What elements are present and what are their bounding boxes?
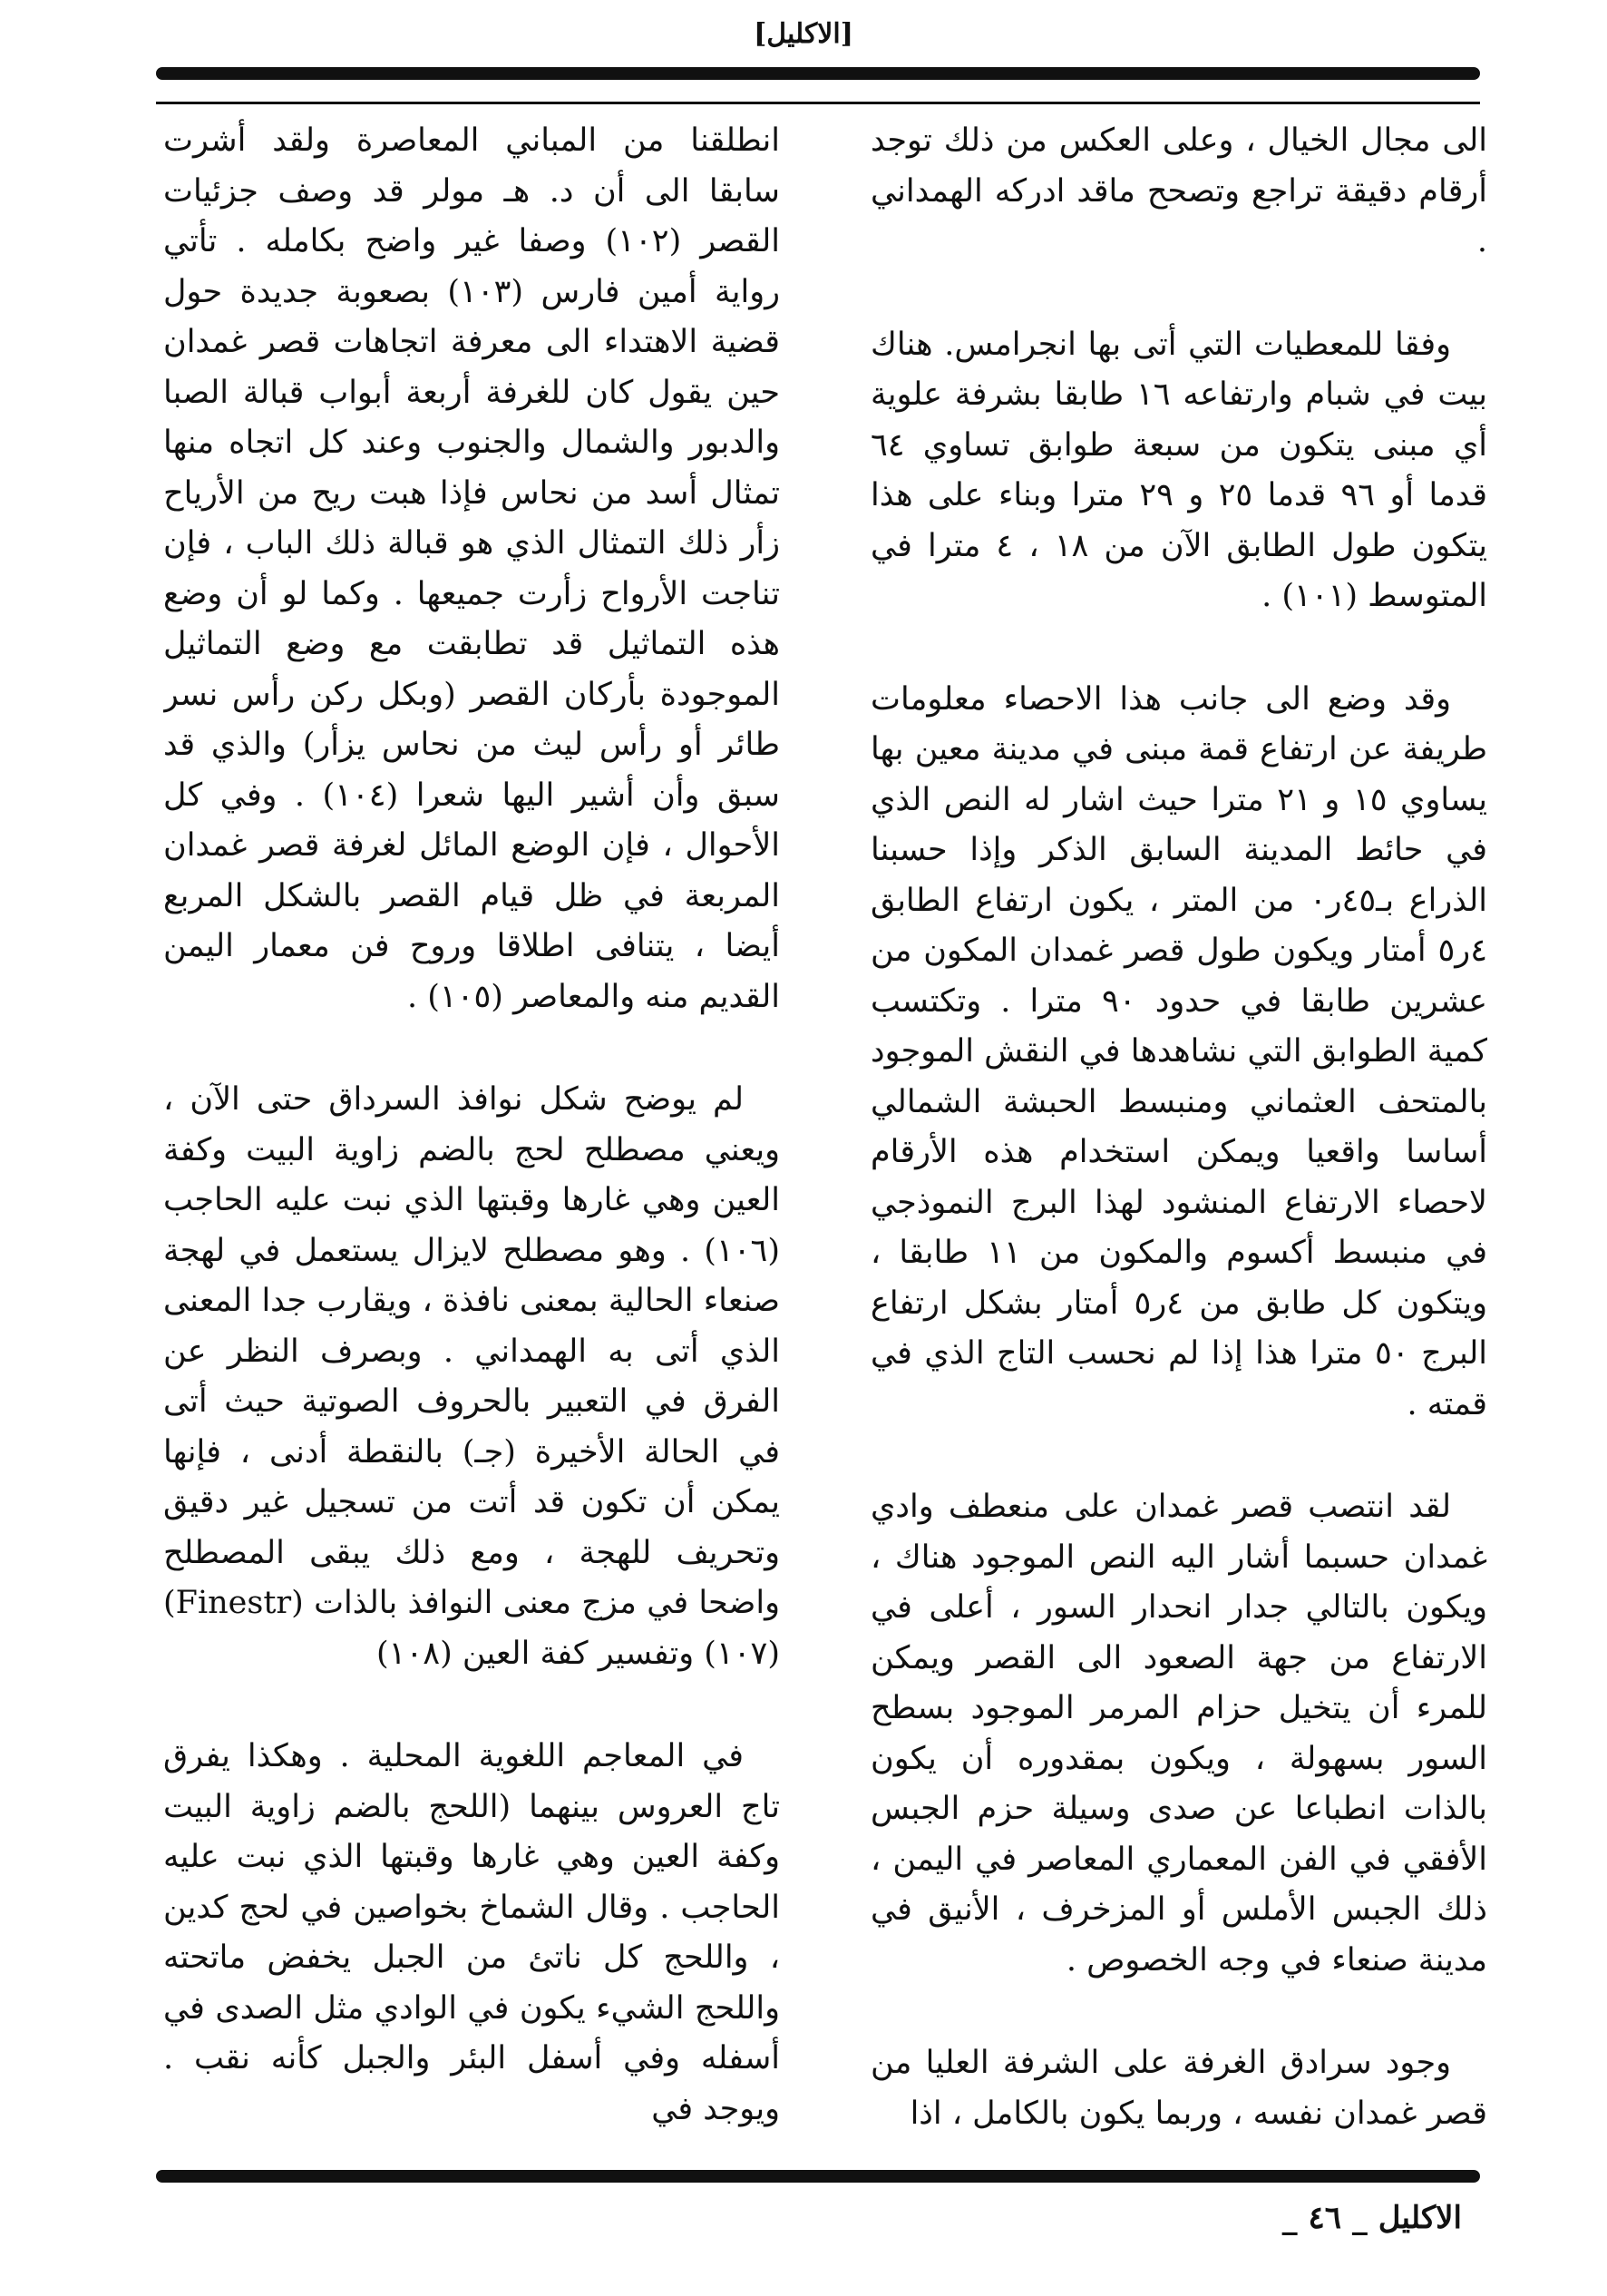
page-header-title: [الاكليل] <box>754 18 853 50</box>
text-column-left <box>163 116 780 2157</box>
paragraph: لم يوضح شكل نوافذ السرداق حتى الآن ، ويعني مصطلح لحج بالضم زاوية البيت وكفة العين وهي غارها وقبتها الذي نبت عليه الحاجب (١٠٦) . وهو مصطلح لايزال يستعمل في لهجة صنعاء الحالية بمعنى نافذة ، ويقارب جدا المعنى الذي أتى به الهمداني . وبصرف النظر عن الفرق في التعبير بالحروف الصوتية حيث أتى في الحالة الأخيرة (جـ) بالنقطة أدنى ، فإنها يمكن أن تكون قد أتت من تسجيل غير دقيق وتحريف للهجة ، ومع ذلك يبقى المصطلح واضحا في مزج معنى النوافذ بالذات (Finestr) (١٠٧) وتفسير كفة العين (١٠٨) <box>163 1081 780 1672</box>
paragraph: وجود سرادق الغرفة على الشرفة العليا من قصر غمدان نفسه ، وربما يكون بالكامل ، اذا <box>871 2045 1487 2132</box>
header-rule <box>156 67 1480 80</box>
paragraph: في المعاجم اللغوية المحلية . وهكذا يفرق تاج العروس بينهما (اللحج بالضم زاوية البيت وكفة العين وهي غارها وقبتها الذي نبت عليه الحاجب . وقال الشماخ بخواصين في لحج كدين ، واللحج كل ناتئ من الجبل يخفض ماتحته واللحج الشيء يكون في الوادي مثل الصدى في أسفله وفي أسفل البئر والجبل كأنه نقب . ويوجد في <box>163 1738 780 2127</box>
footer-rule <box>156 2170 1480 2183</box>
paragraph: وفقا للمعطيات التي أتى بها انجرامس. هناك بيت في شبام وارتفاعه ١٦ طابقا بشرفة علوية أي مبنى يتكون من سبعة طوابق تساوي ٦٤ قدما أو ٩٦ قدما ٢٥ و ٢٩ مترا وبناء على هذا يتكون طول الطابق الآن من ١٨ ، ٤ مترا في المتوسط (١٠١) . <box>871 326 1487 614</box>
paragraph: الى مجال الخيال ، وعلى العكس من ذلك توجد أرقام دقيقة تراجع وتصحح ماقد ادركه الهمداني . <box>871 122 1487 259</box>
paragraph: لقد انتصب قصر غمدان على منعطف وادي غمدان حسبما أشار اليه النص الموجود هناك ، ويكون بالتالي جدار انحدار السور ، أعلى في الارتفاع من جهة الصعود الى القصر ويمكن للمرء أن يتخيل حزام المرمر الموجود بسطح السور بسهولة ، ويكون بمقدوره أن يكون بالذات انطباعا عن صدى وسيلة حزم الجبس الأفقي في الفن المعماري المعاصر في اليمن ، ذلك الجبس الأملس أو المزخرف ، الأنيق في مدينة صنعاء في وجه الخصوص . <box>871 1489 1487 1978</box>
text-column-right <box>871 116 1487 2157</box>
paragraph: انطلقنا من المباني المعاصرة ولقد أشرت سابقا الى أن د. هـ مولر قد وصف جزئيات القصر (١٠٢) وصفا غير واضح بكامله . تأتي رواية أمين فارس (١٠٣) بصعوبة جديدة حول قضية الاهتداء الى معرفة اتجاهات قصر غمدان حين يقول كان للغرفة أربعة أبواب قبالة الصبا والدبور والشمال والجنوب وعند كل اتجاه منها تمثال أسد من نحاس فإذا هبت ريح من الأرياح زأر ذلك التمثال الذي هو قبالة ذلك الباب ، فإن تناجت الأرواح زأرت جميعها . وكما لو أن وضع هذه التماثيل قد تطابقت مع وضع التماثيل الموجودة بأركان القصر (وبكل ركن رأس نسر طائر أو رأس ليث من نحاس يزأر) والذي قد سبق وأن أشير اليها شعرا (١٠٤) . وفي كل الأحوال ، فإن الوضع المائل لغرفة قصر غمدان المربعة في ظل قيام القصر بالشكل المربع أيضا ، يتنافى اطلاقا وروح فن معمار اليمن القديم منه والمعاصر (١٠٥) . <box>163 122 780 1015</box>
paragraph: وقد وضع الى جانب هذا الاحصاء معلومات طريفة عن ارتفاع قمة مبنى في مدينة معين بها يساوي ١٥ و ٢١ مترا حيث اشار له النص الذي في حائط المدينة السابق الذكر وإذا حسبنا الذراع بـ٤٥ر٠ من المتر ، يكون ارتفاع الطابق ٤ر٥ أمتار ويكون طول قصر غمدان المكون من عشرين طابقا في حدود ٩٠ مترا . وتكتسب كمية الطوابق التي نشاهدها في النقش الموجود بالمتحف العثماني ومنبسط الحبشة الشمالي أساسا واقعيا ويمكن استخدام هذه الأرقام لاحصاء الارتفاع المنشود لهذا البرج النموذجي في منبسط أكسوم والمكون من ١١ طابقا ، ويتكون كل طابق من ٤ر٥ أمتار بشكل ارتفاع البرج ٥٠ مترا هذا إذا لم نحسب التاج الذي في قمته . <box>871 680 1487 1422</box>
header-rule-thin <box>156 102 1480 104</box>
page-footer-label: الاكليل _ ٤٦ _ <box>1281 2200 1462 2236</box>
